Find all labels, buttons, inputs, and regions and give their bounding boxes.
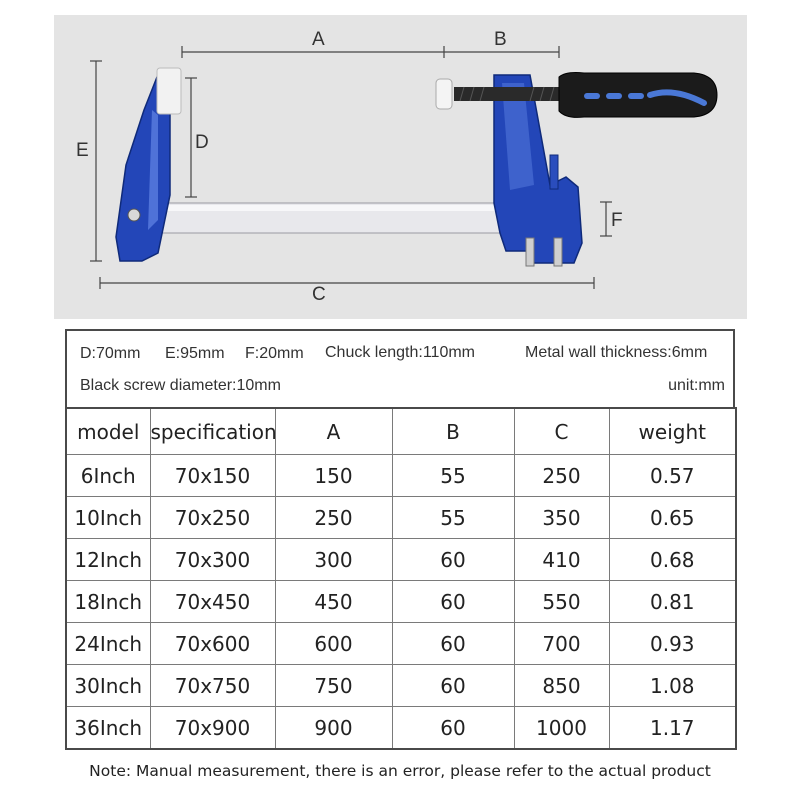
cell-weight: 0.57	[609, 455, 736, 497]
cell-c: 350	[514, 497, 609, 539]
table-header-row	[66, 408, 736, 455]
cell-a: 600	[275, 623, 392, 665]
table-row	[66, 581, 736, 623]
cell-specification: 70x450	[150, 581, 275, 623]
clamp-diagram	[54, 15, 747, 319]
cell-weight: 0.65	[609, 497, 736, 539]
label-b: B	[494, 29, 507, 50]
cell-c: 850	[514, 665, 609, 707]
info-f: F:20mm	[245, 345, 304, 362]
header-model: model	[66, 408, 150, 455]
cell-a: 900	[275, 707, 392, 750]
header-c: C	[514, 408, 609, 455]
info-e: E:95mm	[165, 345, 225, 362]
header-specification: specification	[150, 408, 275, 455]
cell-specification: 70x250	[150, 497, 275, 539]
cell-a: 150	[275, 455, 392, 497]
cell-a: 250	[275, 497, 392, 539]
cell-b: 60	[392, 665, 514, 707]
info-screw-diameter: Black screw diameter:10mm	[80, 377, 281, 394]
header-b: B	[392, 408, 514, 455]
table-row	[66, 665, 736, 707]
label-d: D	[195, 132, 209, 153]
cell-weight: 0.93	[609, 623, 736, 665]
cell-specification: 70x900	[150, 707, 275, 750]
cell-model: 18Inch	[66, 581, 150, 623]
cell-b: 60	[392, 707, 514, 750]
cell-model: 24Inch	[66, 623, 150, 665]
info-wall-thickness: Metal wall thickness:6mm	[525, 344, 708, 361]
cell-c: 700	[514, 623, 609, 665]
table-row	[66, 623, 736, 665]
cell-a: 300	[275, 539, 392, 581]
table-row	[66, 707, 736, 750]
cell-c: 250	[514, 455, 609, 497]
cell-weight: 1.17	[609, 707, 736, 750]
header-weight: weight	[609, 408, 736, 455]
cell-weight: 0.68	[609, 539, 736, 581]
cell-c: 410	[514, 539, 609, 581]
cell-b: 60	[392, 539, 514, 581]
cell-model: 6Inch	[66, 455, 150, 497]
info-unit: unit:mm	[668, 377, 725, 394]
label-a: A	[312, 29, 325, 50]
jaw-pad	[157, 68, 181, 114]
cell-specification: 70x150	[150, 455, 275, 497]
arm-pin	[550, 155, 558, 189]
table-row	[66, 497, 736, 539]
cell-a: 750	[275, 665, 392, 707]
cell-weight: 0.81	[609, 581, 736, 623]
spec-info-box	[65, 329, 735, 407]
info-d: D:70mm	[80, 345, 141, 362]
cell-b: 55	[392, 497, 514, 539]
table-row	[66, 539, 736, 581]
cell-specification: 70x300	[150, 539, 275, 581]
cell-c: 1000	[514, 707, 609, 750]
cell-weight: 1.08	[609, 665, 736, 707]
label-c: C	[312, 284, 326, 305]
cell-model: 30Inch	[66, 665, 150, 707]
cell-model: 12Inch	[66, 539, 150, 581]
header-a: A	[275, 408, 392, 455]
measurement-note: Note: Manual measurement, there is an error, please refer to the actual product	[89, 762, 711, 780]
cell-a: 450	[275, 581, 392, 623]
info-chuck-length: Chuck length:110mm	[325, 344, 475, 361]
spec-table	[65, 407, 737, 750]
cell-b: 60	[392, 623, 514, 665]
cell-specification: 70x600	[150, 623, 275, 665]
jaw-rivet	[128, 209, 140, 221]
cell-model: 10Inch	[66, 497, 150, 539]
label-f: F	[611, 210, 623, 231]
table-row	[66, 455, 736, 497]
label-e: E	[76, 140, 89, 161]
cell-b: 55	[392, 455, 514, 497]
cell-model: 36Inch	[66, 707, 150, 750]
cell-specification: 70x750	[150, 665, 275, 707]
cell-c: 550	[514, 581, 609, 623]
cell-b: 60	[392, 581, 514, 623]
product-photo	[54, 15, 747, 319]
pressure-pad	[436, 79, 452, 109]
